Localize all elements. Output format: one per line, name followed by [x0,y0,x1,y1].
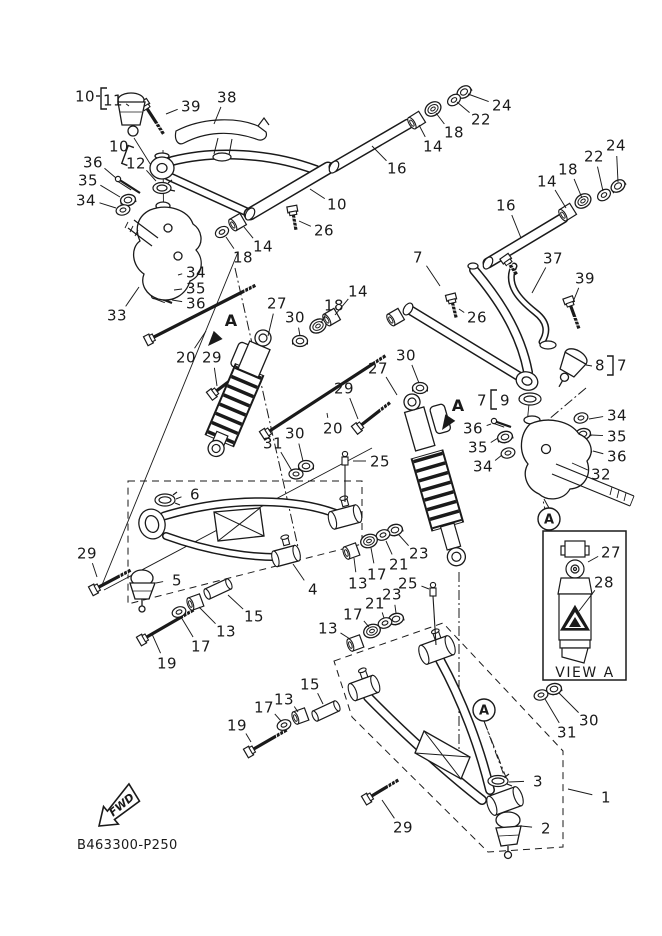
washer [289,469,303,479]
leader-line [593,451,603,454]
part-number-label: 13 [273,690,295,709]
part-number-label: 25 [369,452,391,471]
part-number-label: 11 [102,91,124,110]
part-number-label: 17 [366,565,388,584]
part-number-label: 4 [307,580,319,599]
part-number-label: 38 [216,88,238,107]
cotter-pin [115,176,140,193]
leader-line [512,215,521,238]
stay-bracket-foot [540,341,556,349]
leader-line [195,331,206,348]
tube [172,155,316,170]
leader-line [299,328,300,336]
washer [500,446,516,459]
bushing [227,213,246,232]
part-number-label: 5 [171,571,183,590]
part-number-label: 15 [299,675,321,694]
part-number-label: 27 [600,543,622,562]
part-number-label: 24 [491,96,513,115]
leader-line [246,733,251,742]
part-code: B463300-P250 [77,838,178,853]
part-number-label: 21 [364,594,386,613]
part-number-label: 34 [185,263,207,282]
leader-line [386,377,397,395]
leader-line [172,300,182,302]
leader-line [597,167,603,191]
part-number-label: 32 [590,465,612,484]
part-number-label: 10 [108,137,130,156]
leader-line [100,203,116,208]
pivot-cap-bolt [358,667,369,679]
leader-8 [586,365,592,366]
grease-fitting [342,451,348,502]
part-number-label: 30 [578,711,600,730]
leader-line [459,309,464,313]
leader-line [519,398,520,399]
nut [293,336,308,347]
leader-line [457,102,470,113]
part-number-label: 39 [180,97,202,116]
leader-line [382,800,394,818]
leader-line [574,179,582,198]
part-number-label: 2 [540,819,552,838]
part-number-label: 14 [422,137,444,156]
leader-line [310,189,325,199]
leader-line [372,146,386,161]
leader-line [275,714,281,721]
collar [311,700,342,722]
part-number-label: 31 [556,723,578,742]
part-number-label: 24 [605,136,627,155]
part-number-label: 29 [201,348,223,367]
view-a-title: VIEW A [555,665,615,681]
part-number-label: 18 [557,160,579,179]
bolt [287,205,301,230]
leader-line [386,541,392,554]
part-number-label: 28 [593,573,615,592]
part-number-label: 17 [342,605,364,624]
bracket-7-9 [491,390,497,409]
part-number-label: 12 [125,154,147,173]
bolt [361,776,400,805]
part-number-label: 3 [532,772,544,791]
fwd-label: FWD [106,790,137,820]
part-number-label: 18 [232,248,254,267]
leader-line [350,398,358,419]
part-number-label: 26 [313,221,335,240]
leader-line [156,582,163,583]
leader-line [591,435,603,436]
detail-marker-letter: A [543,512,555,528]
part-number-label: 1 [600,788,612,807]
part-number-label: 23 [381,585,403,604]
leader-line [327,413,328,418]
leader-line [126,287,139,306]
part-number-label: 13 [347,574,369,593]
part-number-label: 9 [499,391,511,410]
cotter-pin [491,418,511,427]
part-number-label: 35 [606,427,628,446]
dashed-box-rear-lower-arm [334,623,563,852]
leader-line [199,607,216,624]
dust-seal-9 [519,393,541,405]
part-number-label: 21 [388,555,410,574]
part-number-label: 22 [470,110,492,129]
part-number-label: 23 [408,544,430,563]
leader-line [181,617,193,637]
part-number-label: 30 [395,346,417,365]
leader-line [299,444,303,461]
part-number-label: 19 [156,654,178,673]
leader-line [573,288,579,302]
part-number-label: 17 [253,698,275,717]
leader-line [104,168,116,178]
bearing [572,191,593,211]
bushing [385,308,404,327]
part-number-label: 15 [243,607,265,626]
part-number-label: 36 [82,153,104,172]
bolt [445,293,461,319]
pivot-cap-bolt [431,628,442,640]
part-number-label: 34 [472,457,494,476]
part-number-label: 14 [536,172,558,191]
leader-line [293,564,304,580]
leader-line [281,452,292,471]
part-number-label: 7 [412,248,424,267]
bearing [422,99,443,119]
part-number-label: 35 [185,279,207,298]
part-number-label: 27 [367,359,389,378]
part-number-label: 7 [476,391,488,410]
part-number-label: 30 [284,308,306,327]
part-number-label: 34 [606,406,628,425]
leader-line [487,424,491,426]
bolt [351,399,393,435]
part-number-label: 29 [392,818,414,837]
leader-line [176,497,181,499]
leader-line [399,535,409,546]
leader-line [341,633,350,639]
part-number-label: 16 [495,196,517,215]
nut [496,430,513,445]
bushing [291,708,309,725]
part-number-label: 31 [262,434,284,453]
part-number-label: 33 [106,306,128,325]
part-number-label: 29 [76,544,98,563]
leader-line [545,699,559,723]
leader-line [382,612,384,618]
part-number-label: 20 [175,348,197,367]
leader-line [268,314,273,336]
leader-line [419,125,425,137]
leader-line [152,634,161,653]
leader-line [468,94,489,102]
leader-line [354,558,356,572]
washer [171,605,188,619]
leader-line [491,438,498,442]
leader-line [426,266,440,286]
leader-line [589,417,603,419]
leader-line [371,548,374,563]
leader-line [509,781,524,782]
direction-arrow-letter: A [451,396,465,415]
part-number-label: 35 [467,438,489,457]
pivot-housing [270,545,302,568]
leader-line [559,693,579,713]
fwd-arrow-icon [91,784,145,835]
part-number-label: 10 [74,87,96,106]
direction-arrowhead [208,331,223,346]
bracket-8-7 [607,356,613,375]
part-number-label: 19 [226,716,248,735]
part-number-label: 30 [284,424,306,443]
part-number-label: 36 [606,447,628,466]
leader-line [166,109,178,114]
leader-line [436,113,444,124]
leader-line [214,368,217,386]
leader-line [244,227,253,238]
part-number-label: 34 [75,191,97,210]
direction-arrow-letter: A [224,311,238,330]
part-number-label: 39 [574,269,596,288]
leader-line [532,267,546,293]
leader-line [100,185,120,197]
ball-joint-right-upper [549,345,590,393]
part-number-label: 25 [397,574,419,593]
part-number-label: 14 [252,237,274,256]
leader-line [395,605,396,613]
washer [213,224,230,240]
nut [413,383,428,394]
leader-line [521,826,532,827]
leader-line [617,156,618,182]
part-number-label: 8 [594,356,606,375]
part-number-label: 26 [466,308,488,327]
part-number-label: 18 [443,123,465,142]
leader-line [412,365,419,383]
leader-line [92,563,97,577]
part-number-label: 18 [323,296,345,315]
part-number-label: 35 [77,171,99,190]
part-number-label: 16 [386,159,408,178]
leader-line [228,595,243,609]
washer [573,411,589,424]
part-number-label: 13 [317,619,339,638]
part-number-label: 29 [333,379,355,398]
leader-line [318,693,323,704]
part-number-label: 27 [266,294,288,313]
part-number-label: 22 [583,147,605,166]
shock-absorber-right [400,386,488,568]
bolt [136,606,196,646]
leader-line [421,586,429,589]
part-number-label: 36 [462,419,484,438]
part-number-label: 20 [322,419,344,438]
part-number-label: 36 [185,294,207,313]
part-number-label: 10 [326,195,348,214]
leader-line [568,789,592,795]
leader-line [299,221,311,226]
ball-joint-lower-front [130,570,155,612]
leader-line [495,455,502,460]
grease-fitting [430,582,436,645]
tube [168,176,247,212]
pivot-cap-bolt [280,534,290,546]
part-number-label: 17 [190,637,212,656]
part-number-label: 6 [189,485,201,504]
leader-line [555,190,566,208]
leader-line [226,237,234,249]
part-number-label: 7 [616,356,628,375]
part-number-label: 14 [347,282,369,301]
washer [276,718,293,732]
part-number-label: 37 [542,249,564,268]
part-number-label: 13 [215,622,237,641]
detail-marker-letter: A [478,703,490,719]
washer [595,187,612,203]
